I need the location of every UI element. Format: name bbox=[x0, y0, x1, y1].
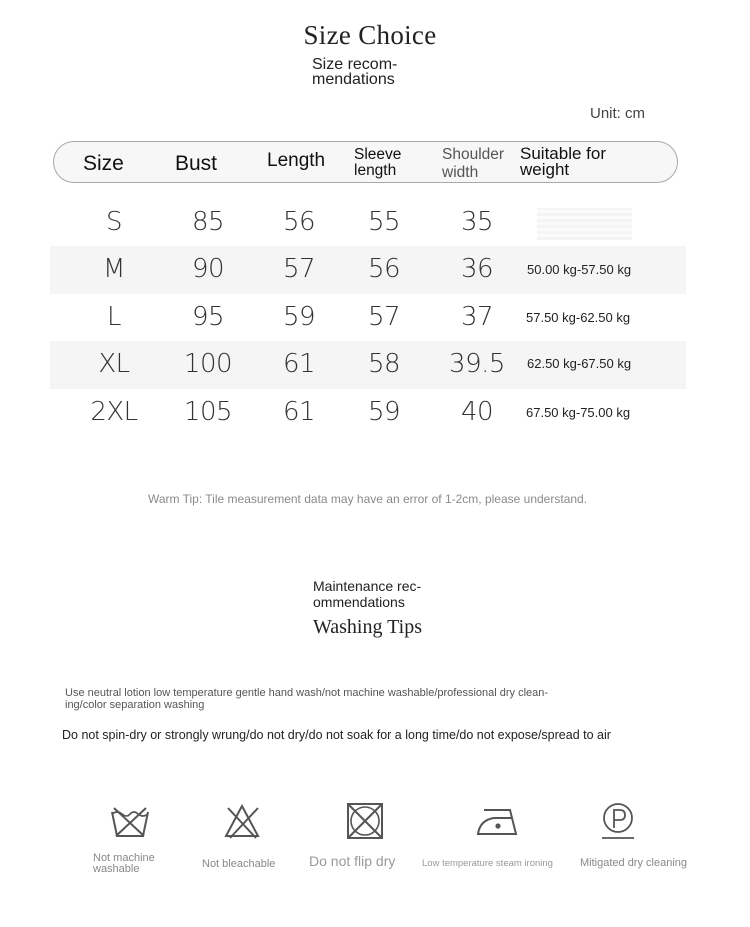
low-temp-iron-label: Low temperature steam ironing bbox=[422, 858, 553, 869]
cell-size: L bbox=[107, 302, 121, 332]
no-tumble-dry-label: Do not flip dry bbox=[309, 853, 396, 869]
cell-shoulder: 37 bbox=[460, 302, 494, 332]
header-bust: Bust bbox=[175, 152, 218, 175]
cell-bust: 95 bbox=[191, 302, 225, 332]
cell-weight: 50.00 kg-57.50 kg bbox=[527, 262, 632, 277]
header-length: Length bbox=[267, 150, 326, 171]
cell-size: S bbox=[105, 207, 122, 237]
no-machine-wash-icon bbox=[106, 800, 156, 844]
size-recommendations-subtitle bbox=[312, 57, 462, 87]
cell-size: 2XL bbox=[90, 397, 138, 427]
cell-size: M bbox=[103, 254, 125, 284]
cell-weight: 57.50 kg-62.50 kg bbox=[526, 310, 631, 325]
cell-length: 56 bbox=[282, 207, 316, 237]
no-bleach-icon bbox=[218, 800, 268, 844]
cell-length: 59 bbox=[282, 302, 316, 332]
cell-length: 57 bbox=[282, 254, 316, 284]
cell-sleeve: 55 bbox=[367, 207, 401, 237]
warm-tip-note: Warm Tip: Tile measurement data may have an error of 1-2cm, please understand. bbox=[147, 492, 588, 506]
cell-length: 61 bbox=[282, 349, 316, 379]
header-size: Size bbox=[83, 152, 124, 175]
care-1-line-1: Use neutral lotion low temperature gentle hand wash/not machine washable/professional dry clean- bbox=[65, 687, 549, 699]
cell-weight: 62.50 kg-67.50 kg bbox=[527, 356, 632, 371]
no-tumble-dry-icon bbox=[344, 800, 394, 844]
header-shoulder-width bbox=[442, 146, 504, 182]
no-machine-wash-label bbox=[93, 853, 155, 875]
header-shoulder-line-1: Shoulder bbox=[442, 146, 505, 163]
care-1-line-2: ing/color separation washing bbox=[65, 699, 205, 711]
cell-length: 61 bbox=[282, 397, 316, 427]
header-sleeve-line-2: length bbox=[354, 162, 397, 179]
cell-sleeve: 58 bbox=[367, 349, 401, 379]
header-sleeve-length bbox=[354, 147, 401, 179]
cell-sleeve: 57 bbox=[367, 302, 401, 332]
cell-shoulder: 36 bbox=[460, 254, 494, 284]
cell-size: XL bbox=[98, 349, 130, 379]
cell-bust: 105 bbox=[183, 397, 233, 427]
care-instructions-1 bbox=[65, 687, 565, 711]
header-weight-line-1: Suitable for bbox=[520, 144, 606, 163]
mild-dry-clean-icon bbox=[594, 800, 644, 844]
cell-sleeve: 59 bbox=[367, 397, 401, 427]
cell-bust: 90 bbox=[191, 254, 225, 284]
cell-shoulder: 40 bbox=[460, 397, 494, 427]
header-weight-line-2: weight bbox=[520, 160, 570, 179]
maintenance-subtitle bbox=[313, 578, 463, 610]
size-choice-title: Size Choice bbox=[303, 20, 437, 50]
cell-shoulder: 39.5 bbox=[449, 349, 505, 379]
low-temp-iron-icon bbox=[474, 800, 524, 844]
header-sleeve-line-1: Sleeve bbox=[354, 146, 402, 163]
header-suitable-weight bbox=[520, 146, 606, 178]
care-instructions-2: Do not spin-dry or strongly wrung/do not dry/do not soak for a long time/do not expose/spread to air bbox=[62, 728, 611, 742]
cell-sleeve: 56 bbox=[367, 254, 401, 284]
weight-blurred-placeholder bbox=[537, 208, 632, 240]
cell-bust: 100 bbox=[183, 349, 233, 379]
no-bleach-label: Not bleachable bbox=[202, 858, 276, 870]
cell-bust: 85 bbox=[191, 207, 225, 237]
maintenance-line-1: Maintenance rec- bbox=[313, 578, 422, 594]
header-shoulder-line-2: width bbox=[442, 164, 479, 181]
washing-tips-title: Washing Tips bbox=[313, 616, 422, 638]
subtitle-line-1: Size recom- bbox=[312, 56, 398, 73]
label-line-1: Not machine bbox=[93, 852, 155, 864]
cell-shoulder: 35 bbox=[460, 207, 494, 237]
cell-weight: 67.50 kg-75.00 kg bbox=[526, 405, 631, 420]
unit-label: Unit: cm bbox=[590, 105, 646, 122]
subtitle-line-2: mendations bbox=[312, 71, 395, 88]
label-line-2: washable bbox=[93, 863, 140, 875]
maintenance-line-2: ommendations bbox=[313, 594, 405, 610]
mild-dry-clean-label: Mitigated dry cleaning bbox=[580, 857, 688, 869]
